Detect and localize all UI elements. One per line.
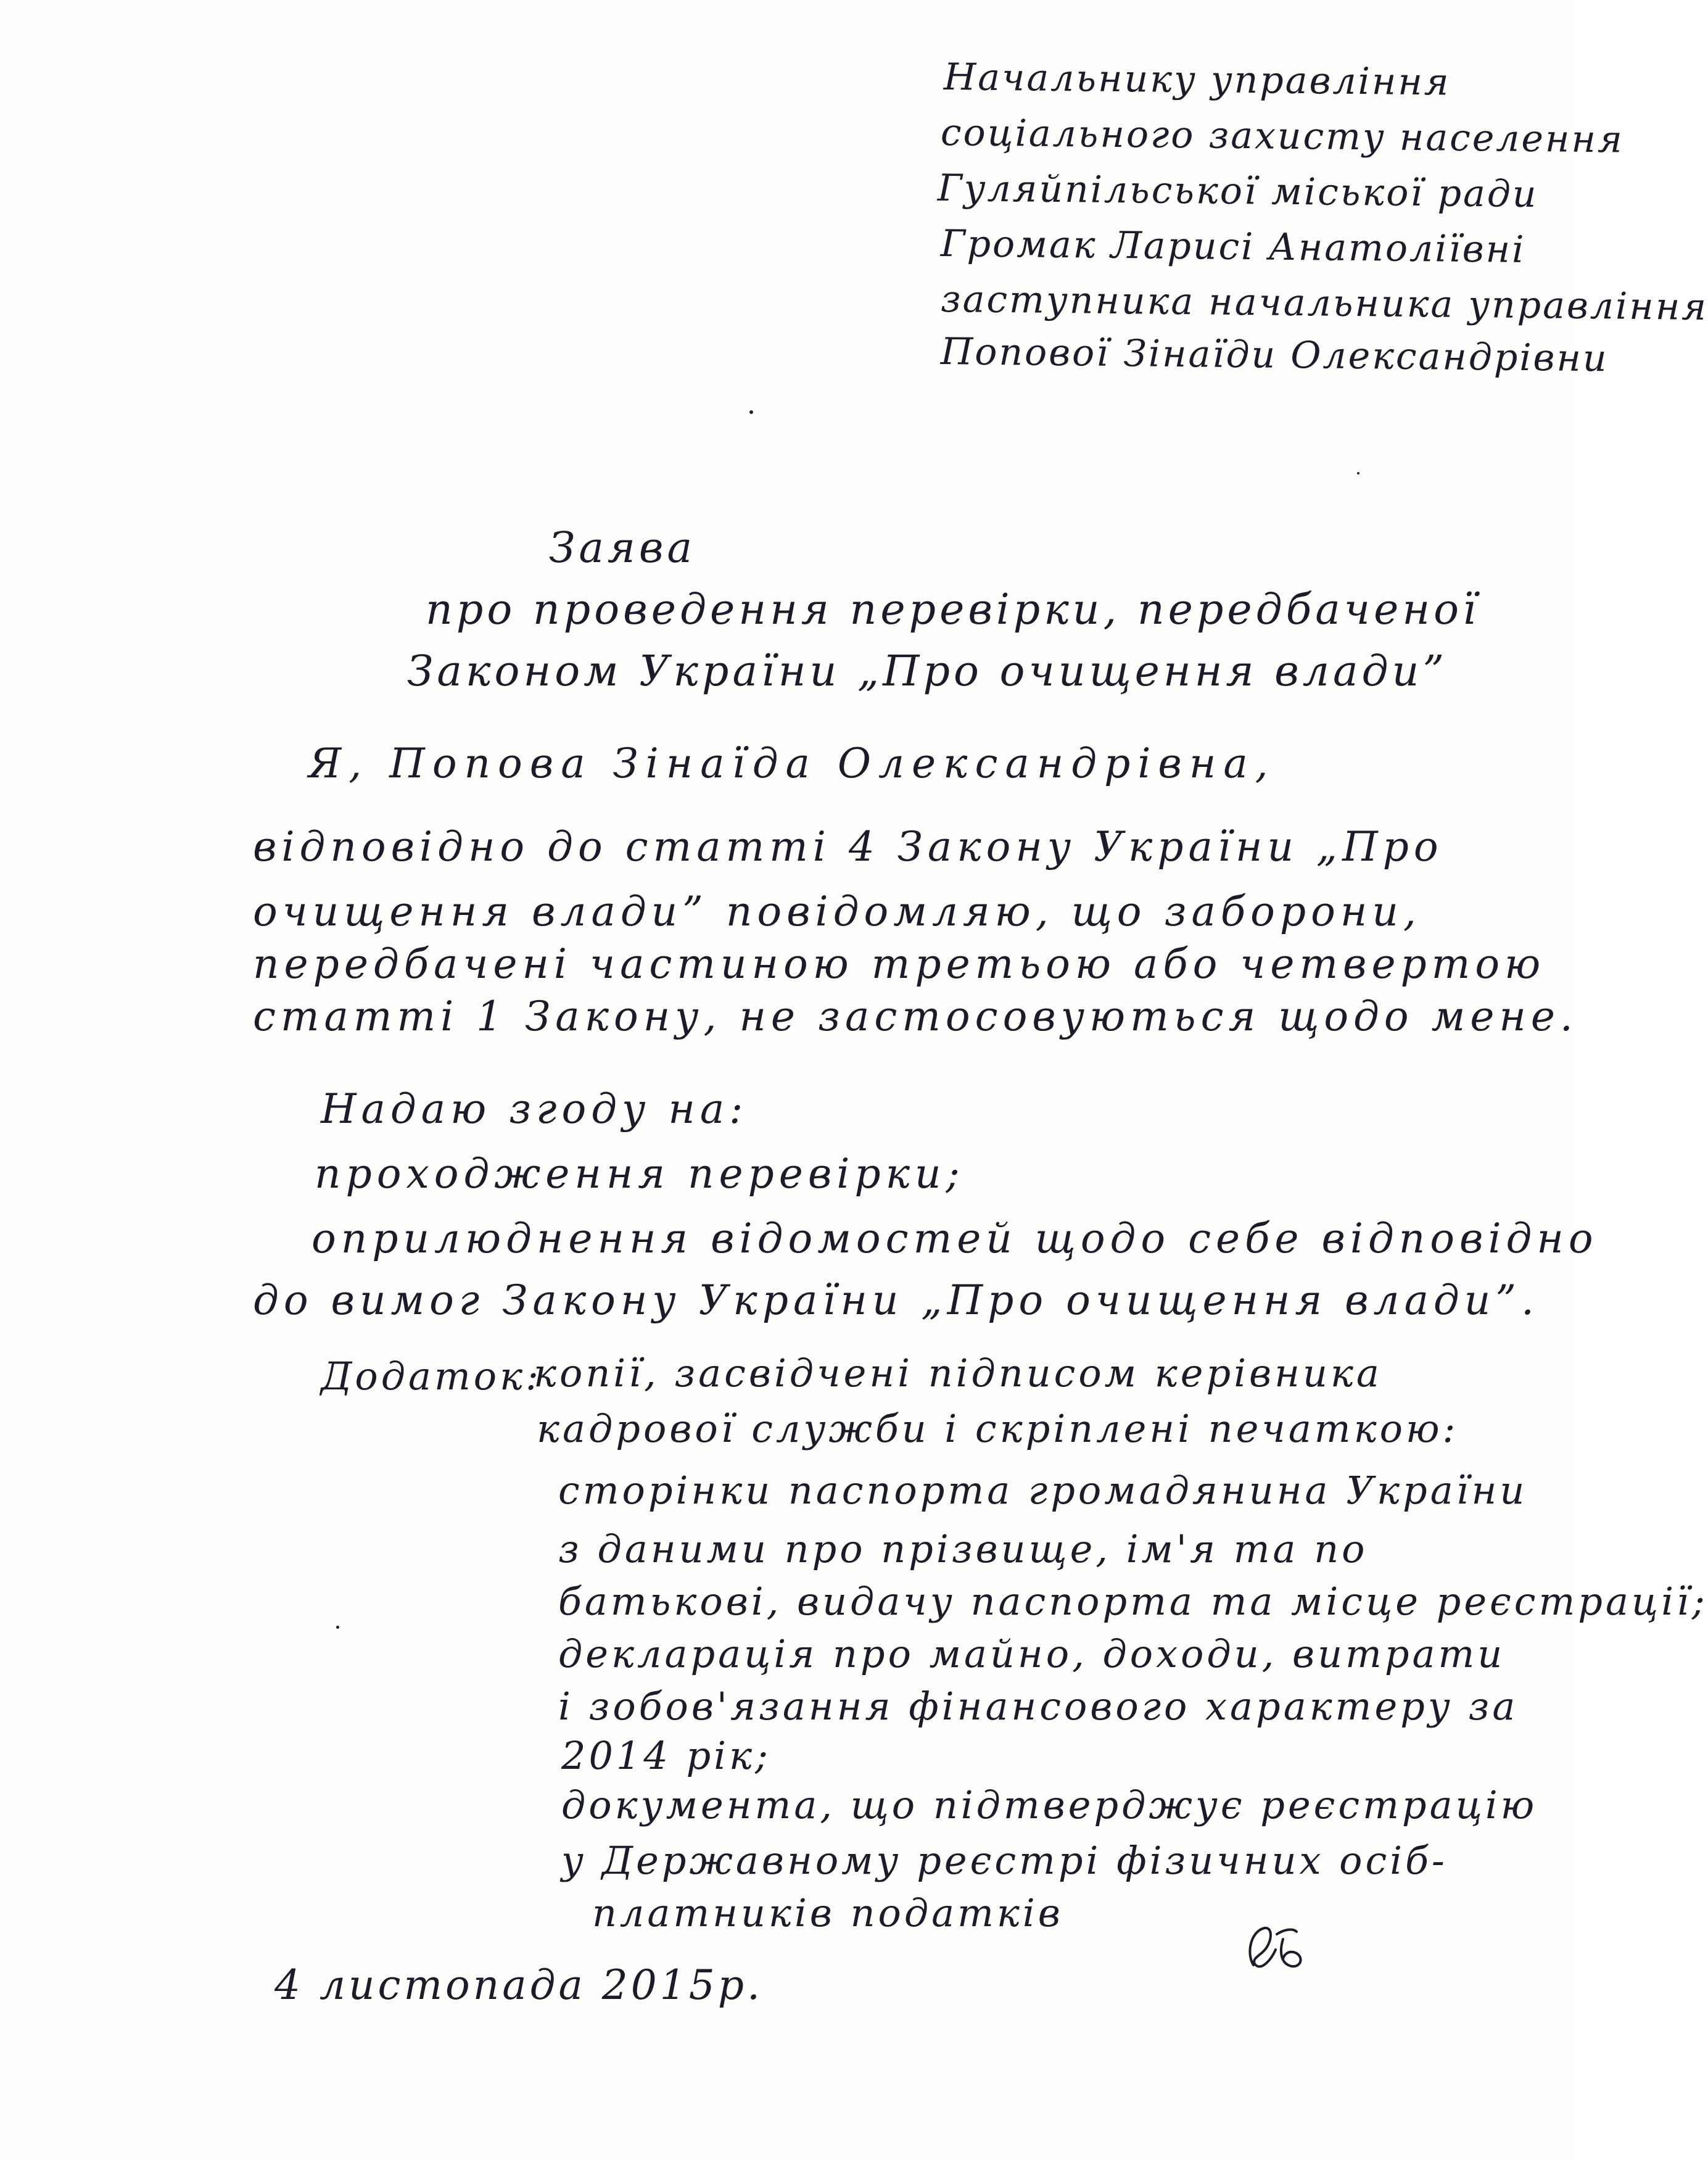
addressee-line-4: Громак Ларисі Анатоліївні	[940, 222, 1526, 271]
title-subject: про проведення перевірки, передбаченої	[426, 586, 1480, 634]
title-law: Законом України „Про очищення влади”	[407, 647, 1448, 696]
annex-line-3: сторінки паспорта громадянина України	[558, 1468, 1528, 1513]
document-date: 4 листопада 2015р.	[274, 1961, 763, 2009]
statement-line-3: очищення влади” повідомляю, що заборони,	[253, 888, 1421, 935]
annex-line-2: кадрової служби і скріплені печаткою:	[537, 1406, 1459, 1451]
signature-mark	[1240, 1916, 1314, 1984]
title-heading: Заява	[549, 524, 696, 573]
annex-line-6: декларація про майно, доходи, витрати	[558, 1631, 1506, 1676]
ink-speck	[749, 410, 753, 414]
consent-line-2: проходження перевірки;	[315, 1150, 965, 1198]
ink-speck	[1357, 472, 1359, 474]
consent-line-4: до вимог Закону України „Про очищення влади”.	[253, 1277, 1539, 1324]
annex-line-5: батькові, видачу паспорта та місце реєстрації;	[558, 1579, 1708, 1624]
addressee-line-3: Гуляйпільської міської ради	[937, 167, 1538, 217]
annex-line-8: 2014 рік;	[561, 1733, 771, 1778]
annex-line-7: і зобов'язання фінансового характеру за	[558, 1684, 1519, 1729]
annex-line-10: у Державному реєстрі фізичних осіб-	[561, 1838, 1448, 1883]
ink-speck	[336, 1626, 339, 1629]
addressee-line-2: соціального захисту населення	[940, 111, 1625, 162]
statement-line-1: Я, Попова Зінаїда Олександрівна,	[308, 740, 1276, 787]
annex-line-1: копії, засвідчені підписом керівника	[534, 1351, 1382, 1396]
annex-label: Додаток:	[321, 1354, 542, 1399]
annex-line-9: документа, що підтверджує реєстрацію	[561, 1782, 1538, 1827]
statement-line-2: відповідно до статті 4 Закону України „Про	[253, 823, 1443, 871]
annex-line-11: платників податків	[592, 1890, 1063, 1935]
addressee-line-1: Начальнику управління	[943, 56, 1451, 104]
addressee-line-6: Попової Зінаїди Олександрівни	[940, 330, 1609, 381]
statement-line-5: статті 1 Закону, не застосовуються щодо мене.	[253, 993, 1578, 1040]
consent-line-3: оприлюднення відомостей щодо себе відповідно	[311, 1215, 1598, 1262]
annex-line-4: з даними про прізвище, ім'я та по	[558, 1526, 1368, 1571]
statement-line-4: передбачені частиною третьою або четвертою	[253, 940, 1546, 988]
consent-line-1: Надаю згоду на:	[321, 1085, 748, 1133]
addressee-line-5: заступника начальника управління	[940, 278, 1708, 329]
